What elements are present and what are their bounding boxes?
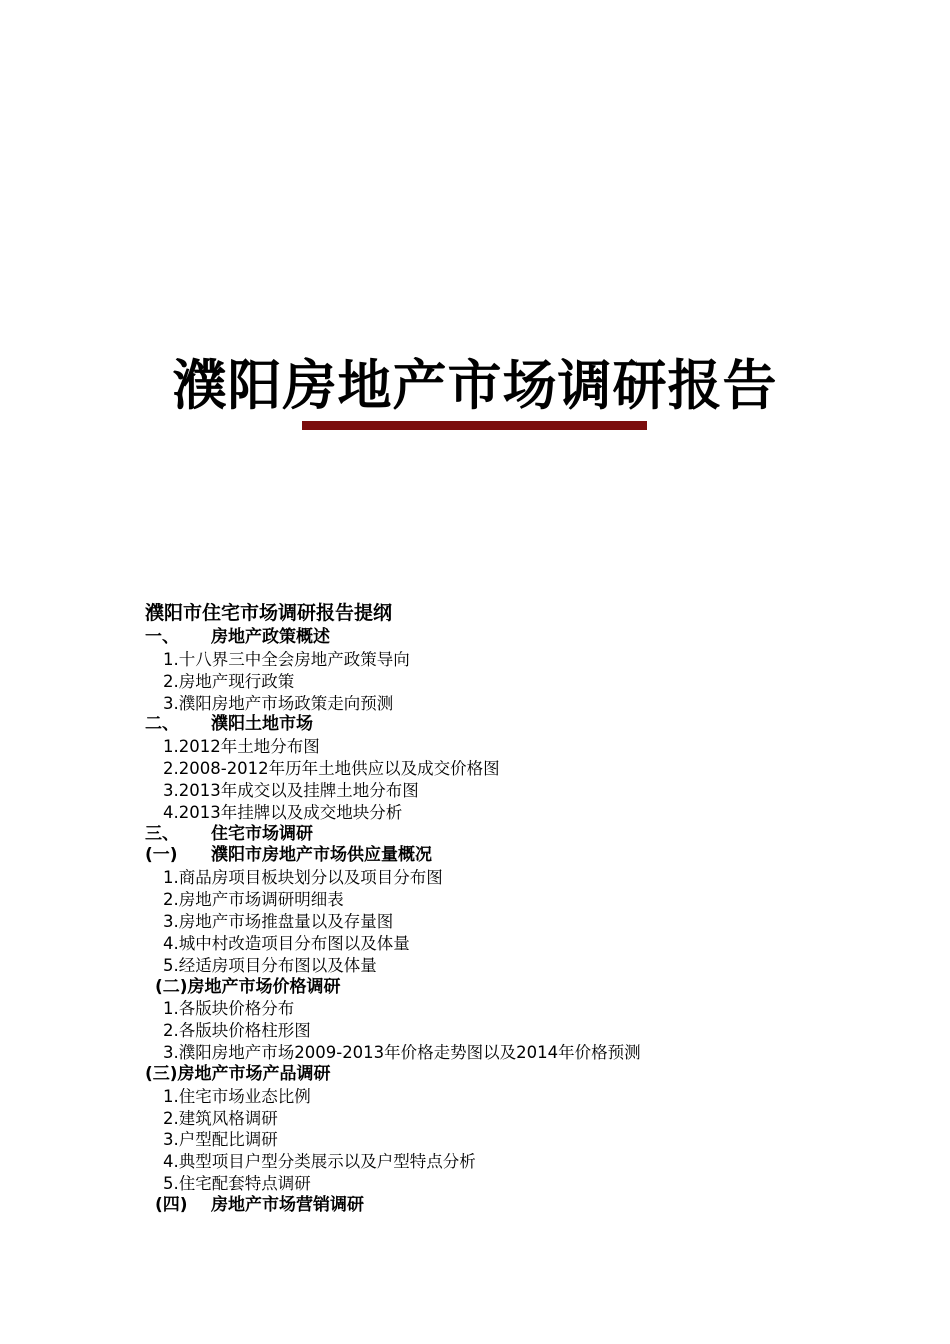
- outline-text: 2.房地产市场调研明细表: [163, 890, 344, 910]
- outline-item: [145, 1151, 905, 1173]
- outline-item: [145, 736, 905, 758]
- outline-section: [145, 1195, 905, 1217]
- outline-item: [145, 955, 905, 977]
- outline-item: [145, 1086, 905, 1108]
- outline-text: 3.濮阳房地产市场2009-2013年价格走势图以及2014年价格预测: [163, 1043, 641, 1063]
- outline-text: 1.住宅市场业态比例: [163, 1086, 311, 1106]
- outline-item: [145, 780, 905, 802]
- outline-item: [145, 911, 905, 933]
- outline-item: [145, 1173, 905, 1195]
- outline-item: [145, 889, 905, 911]
- section-number: 二、: [145, 714, 179, 735]
- outline-subsection: [145, 977, 905, 999]
- section-number: 三、: [145, 823, 179, 844]
- section-title: 濮阳土地市场: [211, 714, 313, 735]
- section-number: (四): [155, 1194, 188, 1215]
- outline-text: 1.2012年土地分布图: [163, 737, 320, 757]
- outline-text: 3.濮阳房地产市场政策走向预测: [163, 693, 394, 713]
- outline-item: [145, 802, 905, 824]
- section-title: 住宅市场调研: [211, 823, 313, 844]
- outline-text: (三)房地产市场产品调研: [145, 1063, 331, 1084]
- outline-item: [145, 933, 905, 955]
- outline-item: [145, 649, 905, 671]
- outline-item: [145, 1129, 905, 1151]
- outline-heading: 濮阳市住宅市场调研报告提纲: [145, 602, 393, 624]
- outline-section: [145, 824, 905, 846]
- outline-text: 3.房地产市场推盘量以及存量图: [163, 911, 394, 931]
- outline-text: 4.典型项目户型分类展示以及户型特点分析: [163, 1152, 476, 1172]
- outline-item: [145, 998, 905, 1020]
- outline-text: 5.住宅配套特点调研: [163, 1174, 311, 1194]
- outline-section: [145, 845, 905, 867]
- outline-text: 4.城中村改造项目分布图以及体量: [163, 933, 410, 953]
- outline-text: 2.各版块价格柱形图: [163, 1021, 311, 1041]
- outline-text: (二)房地产市场价格调研: [155, 976, 341, 997]
- section-title: 房地产政策概述: [211, 627, 330, 647]
- outline-item: [145, 758, 905, 780]
- outline-text: 2.2008-2012年历年土地供应以及成交价格图: [163, 759, 500, 779]
- outline-text: 4.2013年挂牌以及成交地块分析: [163, 802, 403, 822]
- outline-section: [145, 714, 905, 736]
- outline-item: [145, 867, 905, 889]
- outline-item: [145, 1108, 905, 1130]
- outline-text: 1.各版块价格分布: [163, 999, 295, 1019]
- title-underline-rule: [302, 421, 647, 430]
- section-title: 濮阳市房地产市场供应量概况: [211, 845, 432, 866]
- outline-item: [145, 1042, 905, 1064]
- outline-text: 5.经适房项目分布图以及体量: [163, 955, 377, 975]
- section-number: 一、: [145, 627, 179, 647]
- document-title: 濮阳房地产市场调研报告: [172, 353, 778, 417]
- outline-item: [145, 693, 905, 715]
- outline-section: [145, 627, 905, 649]
- outline-text: 1.商品房项目板块划分以及项目分布图: [163, 868, 443, 888]
- outline-text: 3.2013年成交以及挂牌土地分布图: [163, 780, 419, 800]
- outline: [145, 600, 905, 1217]
- section-title: 房地产市场营销调研: [211, 1194, 364, 1215]
- outline-subsection: [145, 1064, 905, 1086]
- section-number: (一): [145, 845, 178, 866]
- outline-text: 2.房地产现行政策: [163, 671, 295, 691]
- outline-text: 1.十八界三中全会房地产政策导向: [163, 649, 410, 669]
- outline-item: [145, 671, 905, 693]
- outline-list: [145, 627, 905, 1217]
- outline-text: 2.建筑风格调研: [163, 1108, 278, 1128]
- outline-text: 3.户型配比调研: [163, 1130, 278, 1150]
- outline-item: [145, 1020, 905, 1042]
